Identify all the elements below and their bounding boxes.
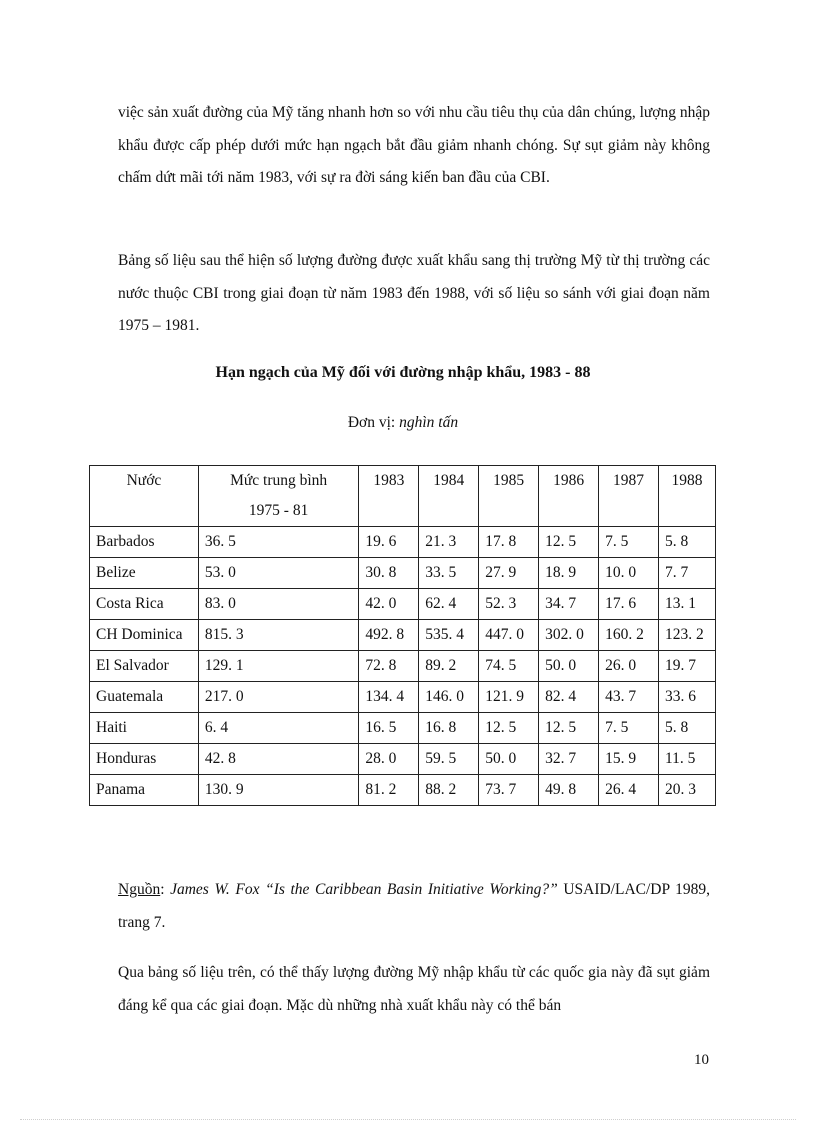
- cell-1985: 17. 8: [479, 527, 539, 558]
- cell-average: 129. 1: [198, 651, 359, 682]
- header-1983: 1983: [359, 466, 419, 527]
- cell-1983: 134. 4: [359, 682, 419, 713]
- cell-1984: 21. 3: [419, 527, 479, 558]
- cell-country: Costa Rica: [90, 589, 199, 620]
- cell-average: 6. 4: [198, 713, 359, 744]
- cell-1984: 33. 5: [419, 558, 479, 589]
- cell-average: 83. 0: [198, 589, 359, 620]
- header-1988: 1988: [658, 466, 715, 527]
- source-note: [118, 874, 710, 939]
- cell-1983: 30. 8: [359, 558, 419, 589]
- source-detail: USAID/LAC/DP 1989, trang 7.: [118, 881, 710, 931]
- cell-1983: 19. 6: [359, 527, 419, 558]
- cell-country: Panama: [90, 775, 199, 806]
- cell-1986: 34. 7: [539, 589, 599, 620]
- cell-1988: 5. 8: [658, 527, 715, 558]
- table-row: [90, 589, 716, 620]
- table-row: [90, 775, 716, 806]
- cell-1983: 16. 5: [359, 713, 419, 744]
- cell-average: 53. 0: [198, 558, 359, 589]
- cell-1985: 50. 0: [479, 744, 539, 775]
- header-1985: 1985: [479, 466, 539, 527]
- header-average-line2: 1975 - 81: [248, 502, 309, 519]
- cell-1983: 81. 2: [359, 775, 419, 806]
- cell-1988: 19. 7: [658, 651, 715, 682]
- header-average: [198, 466, 359, 527]
- header-average-line1: Mức trung bình: [230, 472, 328, 489]
- cell-1985: 74. 5: [479, 651, 539, 682]
- cell-1986: 302. 0: [539, 620, 599, 651]
- cell-1983: 492. 8: [359, 620, 419, 651]
- source-citation: James W. Fox “Is the Caribbean Basin Initiative Working?”: [170, 881, 558, 898]
- cell-1988: 13. 1: [658, 589, 715, 620]
- table-row: [90, 744, 716, 775]
- cell-1986: 82. 4: [539, 682, 599, 713]
- table-row: [90, 713, 716, 744]
- page-bottom-divider: [20, 1119, 796, 1120]
- cell-country: Barbados: [90, 527, 199, 558]
- header-1986: 1986: [539, 466, 599, 527]
- cell-1987: 7. 5: [599, 713, 659, 744]
- cell-country: Belize: [90, 558, 199, 589]
- table-header-row: [90, 466, 716, 527]
- cell-1983: 72. 8: [359, 651, 419, 682]
- cell-country: Haiti: [90, 713, 199, 744]
- cell-1987: 17. 6: [599, 589, 659, 620]
- paragraph-1: việc sản xuất đường của Mỹ tăng nhanh hơn so với nhu cầu tiêu thụ của dân chúng, lượng nhập khẩu được cấp phép dưới mức hạn ngạch bắt đầu giảm nhanh chóng. Sự sụt giảm này không chấm dứt mãi tới năm 1983, với sự ra đời sáng kiến ban đầu của CBI.: [118, 104, 710, 186]
- header-country: Nước: [90, 466, 199, 527]
- cell-1987: 7. 5: [599, 527, 659, 558]
- cell-1984: 535. 4: [419, 620, 479, 651]
- cell-1985: 73. 7: [479, 775, 539, 806]
- cell-1987: 15. 9: [599, 744, 659, 775]
- table-row: [90, 620, 716, 651]
- cell-1984: 59. 5: [419, 744, 479, 775]
- header-1984: 1984: [419, 466, 479, 527]
- table-row: [90, 558, 716, 589]
- cell-1987: 43. 7: [599, 682, 659, 713]
- cell-1985: 447. 0: [479, 620, 539, 651]
- cell-country: CH Dominica: [90, 620, 199, 651]
- cell-1987: 26. 0: [599, 651, 659, 682]
- header-1987: 1987: [599, 466, 659, 527]
- cell-average: 42. 8: [198, 744, 359, 775]
- source-label: Nguồn: [118, 881, 161, 898]
- cell-1988: 5. 8: [658, 713, 715, 744]
- cell-1986: 12. 5: [539, 713, 599, 744]
- source-colon: :: [160, 881, 171, 898]
- cell-average: 815. 3: [198, 620, 359, 651]
- unit-value: nghìn tấn: [399, 414, 459, 431]
- table-unit: [90, 414, 716, 432]
- cell-average: 217. 0: [198, 682, 359, 713]
- table-title: Hạn ngạch của Mỹ đối với đường nhập khẩu, 1983 - 88: [215, 364, 591, 381]
- cell-1985: 52. 3: [479, 589, 539, 620]
- cell-average: 36. 5: [198, 527, 359, 558]
- cell-1986: 49. 8: [539, 775, 599, 806]
- cell-1986: 32. 7: [539, 744, 599, 775]
- paragraph-3: Qua bảng số liệu trên, có thể thấy lượng đường Mỹ nhập khẩu từ các quốc gia này đã sụt giảm đáng kể qua các giai đoạn. Mặc dù những nhà xuất khẩu này có thể bán: [118, 964, 710, 1014]
- cell-1987: 10. 0: [599, 558, 659, 589]
- cell-country: Honduras: [90, 744, 199, 775]
- cell-1985: 27. 9: [479, 558, 539, 589]
- paragraph-2: Bảng số liệu sau thể hiện số lượng đường được xuất khẩu sang thị trường Mỹ từ thị trường các nước thuộc CBI trong giai đoạn từ năm 1983 đến 1988, với số liệu so sánh với giai đoạn năm 1975 – 1981.: [118, 252, 710, 334]
- cell-average: 130. 9: [198, 775, 359, 806]
- quota-table: [89, 465, 716, 806]
- cell-1983: 42. 0: [359, 589, 419, 620]
- table-row: [90, 682, 716, 713]
- cell-1987: 26. 4: [599, 775, 659, 806]
- cell-1988: 11. 5: [658, 744, 715, 775]
- page-number: 10: [694, 1052, 709, 1068]
- cell-1988: 33. 6: [658, 682, 715, 713]
- cell-1988: 123. 2: [658, 620, 715, 651]
- cell-1984: 62. 4: [419, 589, 479, 620]
- cell-1985: 12. 5: [479, 713, 539, 744]
- cell-country: El Salvador: [90, 651, 199, 682]
- cell-1987: 160. 2: [599, 620, 659, 651]
- cell-1983: 28. 0: [359, 744, 419, 775]
- cell-country: Guatemala: [90, 682, 199, 713]
- cell-1988: 7. 7: [658, 558, 715, 589]
- unit-label: Đơn vị:: [347, 414, 400, 431]
- cell-1986: 50. 0: [539, 651, 599, 682]
- cell-1986: 18. 9: [539, 558, 599, 589]
- table-row: [90, 651, 716, 682]
- cell-1984: 146. 0: [419, 682, 479, 713]
- cell-1984: 89. 2: [419, 651, 479, 682]
- cell-1988: 20. 3: [658, 775, 715, 806]
- cell-1984: 88. 2: [419, 775, 479, 806]
- table-row: [90, 527, 716, 558]
- cell-1985: 121. 9: [479, 682, 539, 713]
- cell-1984: 16. 8: [419, 713, 479, 744]
- cell-1986: 12. 5: [539, 527, 599, 558]
